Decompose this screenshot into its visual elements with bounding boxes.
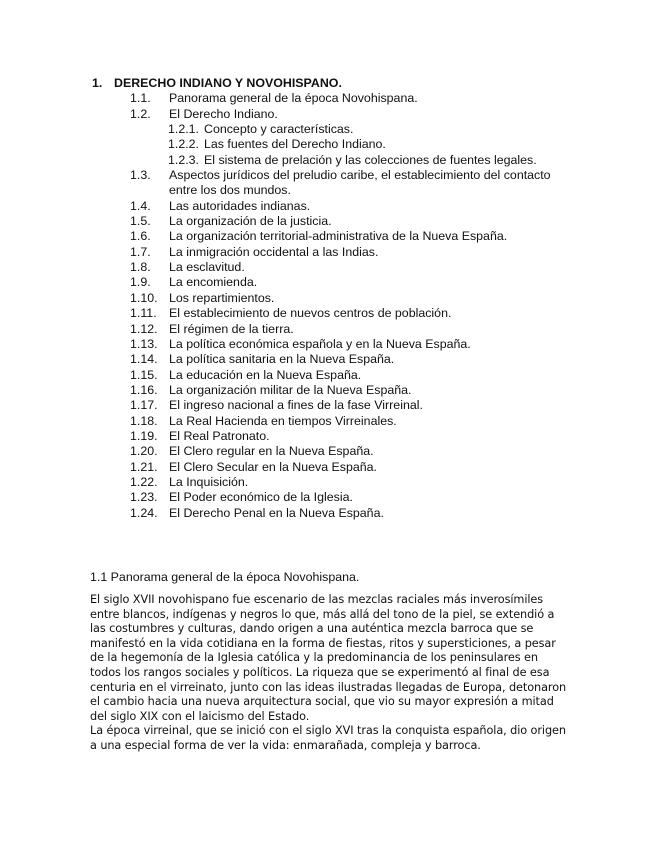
toc-item-text: La organización territorial-administrativa de la Nueva España. <box>169 229 508 244</box>
toc-item <box>92 214 572 229</box>
toc-subitem <box>92 137 572 152</box>
toc-item-text: La organización militar de la Nueva España. <box>169 382 412 397</box>
toc-item-text: La encomienda. <box>169 275 258 290</box>
toc-item-number: 1.4. <box>130 198 151 213</box>
toc-item-text: El Clero regular en la Nueva España. <box>169 444 374 459</box>
toc-item <box>92 168 572 199</box>
toc-item-number: 1.14. <box>130 352 158 367</box>
toc-item-number: 1.1. <box>130 91 151 106</box>
toc-item-number: 1.7. <box>130 244 151 259</box>
toc-item-text: Los repartimientos. <box>169 290 275 305</box>
toc-subitem-text: Las fuentes del Derecho Indiano. <box>204 137 386 152</box>
toc-item-number: 1.22. <box>130 474 158 489</box>
toc-item-text: El Derecho Penal en la Nueva España. <box>169 505 384 520</box>
toc-item <box>92 429 572 444</box>
toc-item <box>92 291 572 306</box>
toc-item <box>92 460 572 475</box>
toc-title <box>92 76 572 91</box>
toc-item <box>92 260 572 275</box>
toc-item-text: La Inquisición. <box>169 474 249 489</box>
toc-item <box>92 414 572 429</box>
toc-item-text: El Clero Secular en la Nueva España. <box>169 459 378 474</box>
toc-item-text: La organización de la justicia. <box>169 214 332 229</box>
toc-items <box>92 91 572 521</box>
toc-item-text: El Real Patronato. <box>169 428 270 443</box>
toc-item <box>92 245 572 260</box>
toc-item <box>92 444 572 459</box>
toc-item-text: La política sanitaria en la Nueva España. <box>169 352 395 367</box>
body-paragraph: La época virreinal, que se inició con el siglo XVI tras la conquista española, dio origen a una especial forma de ver la vida: enmarañada, compleja y barroca. <box>90 724 566 752</box>
toc-item <box>92 275 572 290</box>
toc-item-text: La educación en la Nueva España. <box>169 367 362 382</box>
toc-item <box>92 475 572 490</box>
section-body <box>90 593 570 754</box>
toc-item-text: La esclavitud. <box>169 260 245 275</box>
toc-item-number: 1.16. <box>130 382 158 397</box>
toc-item-text: La Real Hacienda en tiempos Virreinales. <box>169 413 397 428</box>
toc-item <box>92 229 572 244</box>
toc-item <box>92 322 572 337</box>
toc-subitem-text: Concepto y características. <box>204 122 354 137</box>
body-paragraph: El siglo XVII novohispano fue escenario de las mezclas raciales más inverosímiles entre blancos, indígenas y negros lo que, más allá del tono de la piel, se extendió a las costumbres y culturas, dando origen a una auténtica mezcla barroca que se manifestó en la vida cotidiana en la forma de fiestas, ritos y supersticiones, a pesar de la hegemonía de la Iglesia católica y la predominancia de los peninsulares en todos los rangos sociales y políticos. La riqueza que se experimentó al final de esa centuria en el virreinato, junto con las ideas ilustradas llegadas de Europa, detonaron el cambio hacia una nueva arquitectura social, que vio su mayor expresión a mitad del siglo XIX con el laicismo del Estado. <box>90 593 567 723</box>
toc-item-number: 1.19. <box>130 428 158 443</box>
toc-item-text: Aspectos jurídicos del preludio caribe, el establecimiento del contacto entre los dos mundos. <box>169 168 551 198</box>
toc-item <box>92 490 572 505</box>
toc-subitem-number: 1.2.2. <box>168 137 200 152</box>
table-of-contents <box>92 76 572 521</box>
toc-item-number: 1.20. <box>130 444 158 459</box>
toc-item <box>92 91 572 106</box>
toc-item-text: La política económica española y en la Nueva España. <box>169 336 471 351</box>
toc-item-text: Panorama general de la época Novohispana. <box>169 91 418 106</box>
toc-subitem <box>92 122 572 137</box>
toc-item-number: 1.2. <box>130 106 151 121</box>
toc-item <box>92 368 572 383</box>
toc-item-text: Las autoridades indianas. <box>169 198 311 213</box>
toc-item-number: 1.8. <box>130 260 151 275</box>
toc-item-number: 1.3. <box>130 168 151 183</box>
toc-subitem-number: 1.2.3. <box>168 152 200 167</box>
toc-item-number: 1.11. <box>130 306 157 321</box>
toc-item-number: 1.12. <box>130 321 158 336</box>
toc-title-text: DERECHO INDIANO Y NOVOHISPANO. <box>114 76 342 90</box>
toc-item-number: 1.10. <box>130 290 158 305</box>
toc-item <box>92 306 572 321</box>
toc-item <box>92 107 572 122</box>
toc-item-number: 1.6. <box>130 229 151 244</box>
toc-subitem-text: El sistema de prelación y las colecciones de fuentes legales. <box>204 152 537 167</box>
toc-item-number: 1.5. <box>130 214 151 229</box>
toc-item-number: 1.13. <box>130 336 158 351</box>
toc-item-number: 1.17. <box>130 398 158 413</box>
toc-item-number: 1.21. <box>130 459 158 474</box>
toc-item-text: El Derecho Indiano. <box>169 106 278 121</box>
toc-item <box>92 352 572 367</box>
toc-subitem <box>92 153 572 168</box>
toc-item <box>92 398 572 413</box>
toc-item-text: El establecimiento de nuevos centros de población. <box>169 306 452 321</box>
toc-item-number: 1.23. <box>130 490 158 505</box>
toc-item-number: 1.24. <box>130 505 158 520</box>
toc-item-text: El régimen de la tierra. <box>169 321 294 336</box>
toc-item-text: La inmigración occidental a las Indias. <box>169 244 379 259</box>
toc-item-text: El ingreso nacional a fines de la fase Virreinal. <box>169 398 423 413</box>
toc-title-number: 1. <box>92 76 103 90</box>
toc-item <box>92 383 572 398</box>
toc-item-number: 1.9. <box>130 275 151 290</box>
toc-item <box>92 506 572 521</box>
section-heading: 1.1 Panorama general de la época Novohispana. <box>90 570 360 584</box>
toc-item-number: 1.15. <box>130 367 158 382</box>
toc-item <box>92 199 572 214</box>
toc-item-text: El Poder económico de la Iglesia. <box>169 490 353 505</box>
toc-item-number: 1.18. <box>130 413 158 428</box>
toc-item <box>92 337 572 352</box>
toc-subitem-number: 1.2.1. <box>168 122 200 137</box>
